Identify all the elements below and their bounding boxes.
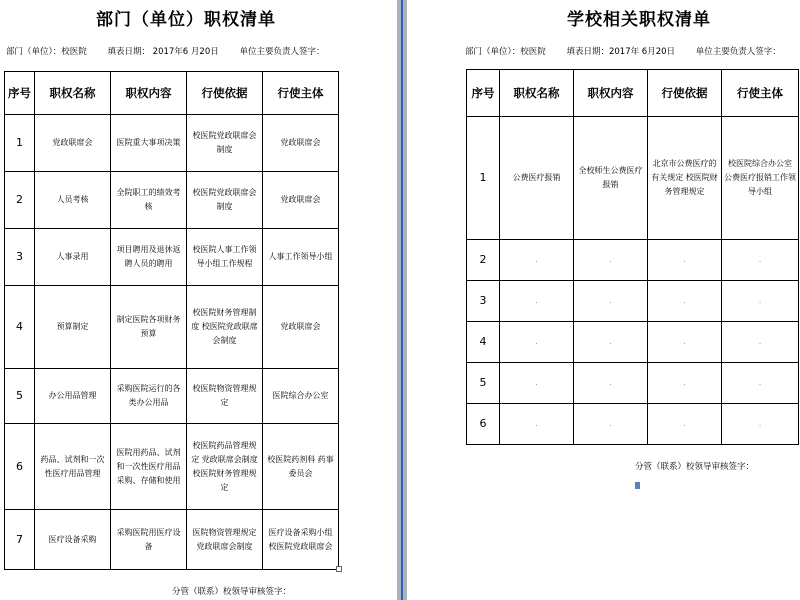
header-name: 职权名称	[500, 70, 574, 117]
table-header-row	[467, 70, 799, 117]
date-label: 填表日期：2017年 6月20日	[566, 47, 676, 57]
table-row	[5, 510, 339, 570]
authority-content: 全院职工的绩效考核	[111, 172, 187, 229]
signer-label: 单位主要负责人签字：	[239, 47, 325, 57]
authority-subject: .	[722, 322, 799, 363]
row-number: 4	[5, 286, 35, 369]
text-cursor[interactable]	[635, 482, 640, 489]
authority-basis: 医院物资管理规定 党政联席会制度	[187, 510, 263, 570]
authority-content: 制定医院各项财务预算	[111, 286, 187, 369]
authority-name: 医疗设备采购	[35, 510, 111, 570]
authority-subject: 医疗设备采购小组 校医院党政联席会	[263, 510, 339, 570]
table-resize-handle[interactable]	[336, 566, 342, 572]
date-label: 填表日期： 2017年6 月20日	[107, 47, 219, 57]
row-number: 7	[5, 510, 35, 570]
authority-content: .	[574, 404, 648, 445]
divider-line	[401, 0, 403, 600]
left-document-page	[0, 0, 397, 600]
right-page-title: 学校相关职权清单	[567, 10, 711, 30]
authority-content: 采购医院用医疗设备	[111, 510, 187, 570]
authority-subject: .	[722, 240, 799, 281]
authority-name: 办公用品管理	[35, 369, 111, 424]
row-number: 6	[467, 404, 500, 445]
table-row	[467, 240, 799, 281]
authority-content: 全校师生公费医疗报销	[574, 117, 648, 240]
authority-subject: 校医院综合办公室 公费医疗报销工作领导小组	[722, 117, 799, 240]
left-authority-table	[4, 71, 339, 570]
row-number: 1	[5, 115, 35, 172]
authority-subject: 校医院药剂科 药事委员会	[263, 424, 339, 510]
authority-subject: .	[722, 363, 799, 404]
authority-name: 公费医疗报销	[500, 117, 574, 240]
header-content: 职权内容	[111, 72, 187, 115]
left-page-title: 部门（单位）职权清单	[96, 10, 276, 30]
left-meta-line	[6, 45, 342, 57]
header-content: 职权内容	[574, 70, 648, 117]
table-row	[467, 117, 799, 240]
authority-name: 人员考核	[35, 172, 111, 229]
dept-label: 部门（单位）：校医院	[6, 47, 87, 57]
authority-basis: .	[648, 240, 722, 281]
authority-basis: .	[648, 404, 722, 445]
authority-subject: 党政联席会	[263, 286, 339, 369]
dept-label: 部门（单位）：校医院	[465, 47, 546, 57]
authority-basis: 校医院药品管理规定 党政联席会制度 校医院财务管理规定	[187, 424, 263, 510]
authority-basis: .	[648, 363, 722, 404]
authority-subject: 党政联席会	[263, 115, 339, 172]
authority-subject: 人事工作领导小组	[263, 229, 339, 286]
table-row	[5, 115, 339, 172]
right-footer-signature: 分管（联系）校领导审核签字：	[635, 462, 755, 472]
authority-basis: .	[648, 281, 722, 322]
authority-basis: 校医院人事工作领导小组工作规程	[187, 229, 263, 286]
table-row	[5, 424, 339, 510]
authority-basis: 校医院物资管理规定	[187, 369, 263, 424]
authority-name: .	[500, 363, 574, 404]
authority-basis: 校医院财务管理制度 校医院党政联席会制度	[187, 286, 263, 369]
authority-content: 医院重大事项决策	[111, 115, 187, 172]
header-subject: 行使主体	[722, 70, 799, 117]
authority-basis: .	[648, 322, 722, 363]
table-row	[467, 363, 799, 404]
row-number: 2	[467, 240, 500, 281]
left-footer-signature: 分管（联系）校领导审核签字：	[172, 587, 292, 597]
authority-content: 医院用药品、试剂和一次性医疗用品采购、存储和使用	[111, 424, 187, 510]
header-name: 职权名称	[35, 72, 111, 115]
authority-name: 党政联席会	[35, 115, 111, 172]
authority-subject: 医院综合办公室	[263, 369, 339, 424]
authority-content: .	[574, 322, 648, 363]
row-number: 3	[5, 229, 35, 286]
authority-basis: 校医院党政联席会制度	[187, 172, 263, 229]
authority-name: .	[500, 404, 574, 445]
header-basis: 行使依据	[648, 70, 722, 117]
row-number: 1	[467, 117, 500, 240]
authority-content: .	[574, 363, 648, 404]
authority-content: 项目聘用及退休返聘人员的聘用	[111, 229, 187, 286]
authority-content: .	[574, 240, 648, 281]
authority-name: 预算制定	[35, 286, 111, 369]
header-no: 序号	[5, 72, 35, 115]
right-document-page	[407, 0, 800, 600]
page-divider	[397, 0, 407, 600]
right-authority-table	[466, 69, 799, 445]
signer-label: 单位主要负责人签字：	[695, 47, 781, 57]
authority-name: 人事录用	[35, 229, 111, 286]
authority-subject: 党政联席会	[263, 172, 339, 229]
authority-name: 药品、试剂和一次性医疗用品管理	[35, 424, 111, 510]
table-row	[467, 404, 799, 445]
table-header-row	[5, 72, 339, 115]
row-number: 6	[5, 424, 35, 510]
header-basis: 行使依据	[187, 72, 263, 115]
authority-content: 采购医院运行的各类办公用品	[111, 369, 187, 424]
authority-subject: .	[722, 281, 799, 322]
authority-basis: 校医院党政联席会制度	[187, 115, 263, 172]
table-row	[467, 281, 799, 322]
table-row	[467, 322, 799, 363]
table-row	[5, 286, 339, 369]
authority-content: .	[574, 281, 648, 322]
table-row	[5, 172, 339, 229]
row-number: 4	[467, 322, 500, 363]
authority-basis: 北京市公费医疗的有关规定 校医院财务管理规定	[648, 117, 722, 240]
authority-subject: .	[722, 404, 799, 445]
table-row	[5, 229, 339, 286]
right-meta-line	[465, 45, 799, 57]
authority-name: .	[500, 281, 574, 322]
row-number: 3	[467, 281, 500, 322]
row-number: 5	[467, 363, 500, 404]
table-row	[5, 369, 339, 424]
row-number: 5	[5, 369, 35, 424]
header-no: 序号	[467, 70, 500, 117]
authority-name: .	[500, 240, 574, 281]
authority-name: .	[500, 322, 574, 363]
header-subject: 行使主体	[263, 72, 339, 115]
row-number: 2	[5, 172, 35, 229]
